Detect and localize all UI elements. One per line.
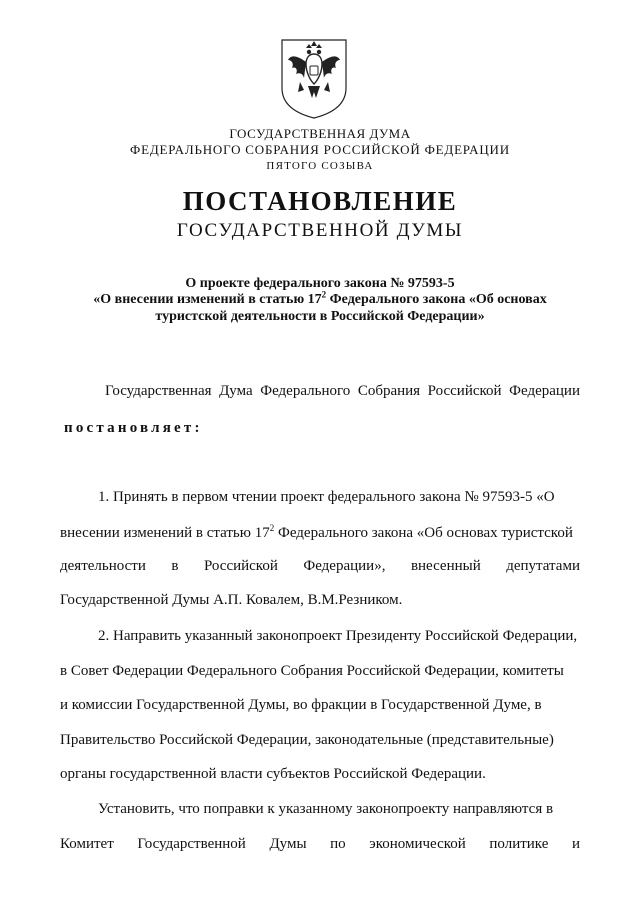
p2-line-2: в Совет Федерации Федерального Собрания Российской Федерации, комитеты	[60, 663, 564, 679]
resolves-word: постановляет:	[64, 420, 203, 436]
subject-line-2	[70, 289, 570, 308]
p1-line-3-word: внесенный	[410, 558, 481, 574]
p3-line-2-word: экономической	[369, 836, 466, 852]
p3-line-2-word: по	[330, 836, 346, 852]
p3-line-2-word: Думы	[269, 836, 307, 852]
p2-line-1: 2. Направить указанный законопроект Президенту Российской Федерации,	[98, 628, 578, 644]
intro-word: Федерации	[509, 383, 580, 399]
coat-of-arms-icon	[276, 36, 352, 120]
coat-of-arms-svg	[276, 36, 352, 120]
p1-line-2-b: Федерального закона «Об основах туристской	[274, 525, 573, 541]
intro-word: Государственная	[105, 383, 212, 399]
p3-line-2-word: Государственной	[137, 836, 246, 852]
p1-line-3-word: деятельности	[60, 558, 146, 574]
header-line-3: ПЯТОГО СОЗЫВА	[266, 160, 374, 172]
intro-word: Дума	[219, 383, 253, 399]
p3-line-2-word: Комитет	[60, 836, 114, 852]
p3-line-2-word: политике	[489, 836, 549, 852]
p2-line-3: и комиссии Государственной Думы, во фракции в Государственной Думе, в	[60, 697, 542, 713]
p1-line-1: 1. Принять в первом чтении проект федерального закона № 97593-5 «О	[98, 489, 555, 505]
intro-word: Российской	[427, 383, 502, 399]
p1-line-3-word: в	[171, 558, 179, 574]
p3-line-2	[60, 836, 580, 853]
p1-line-2	[60, 525, 580, 542]
subject-line-1: О проекте федерального закона № 97593-5	[185, 276, 455, 291]
p2-line-4: Правительство Российской Федерации, законодательные (представительные)	[60, 732, 554, 748]
p3-line-2-word: и	[571, 836, 580, 852]
p1-line-2-sup: 2	[269, 523, 275, 533]
subject-line-2-sup: 2	[321, 289, 327, 300]
p1-line-2-a: внесении изменений в статью 17	[60, 525, 270, 541]
p1-line-4: Государственной Думы А.П. Ковалем, В.М.Резником.	[60, 592, 403, 608]
document-subtitle: ГОСУДАРСТВЕННОЙ ДУМЫ	[176, 220, 464, 241]
p2-line-5: органы государственной власти субъектов Российской Федерации.	[60, 766, 486, 782]
subject-line-2-b: Федерального закона «Об основах	[326, 292, 547, 307]
p1-line-3-word: депутатами	[506, 558, 580, 574]
intro-word: Собрания	[357, 383, 421, 399]
intro-line	[105, 383, 580, 400]
p1-line-3-word: Российской	[203, 558, 278, 574]
document-title: ПОСТАНОВЛЕНИЕ	[182, 186, 458, 216]
p3-line-1: Установить, что поправки к указанному законопроекту направляются в	[98, 801, 554, 817]
header-line-1: ГОСУДАРСТВЕННАЯ ДУМА	[229, 126, 411, 141]
subject-line-2-a: «О внесении изменений в статью 17	[93, 292, 322, 307]
p1-line-3-word: Федерации»,	[303, 558, 386, 574]
subject-line-3: туристской деятельности в Российской Федерации»	[155, 309, 485, 324]
intro-word: Федерального	[260, 383, 351, 399]
p1-line-3	[60, 558, 580, 575]
header-line-2: ФЕДЕРАЛЬНОГО СОБРАНИЯ РОССИЙСКОЙ ФЕДЕРАЦИИ	[130, 142, 510, 157]
